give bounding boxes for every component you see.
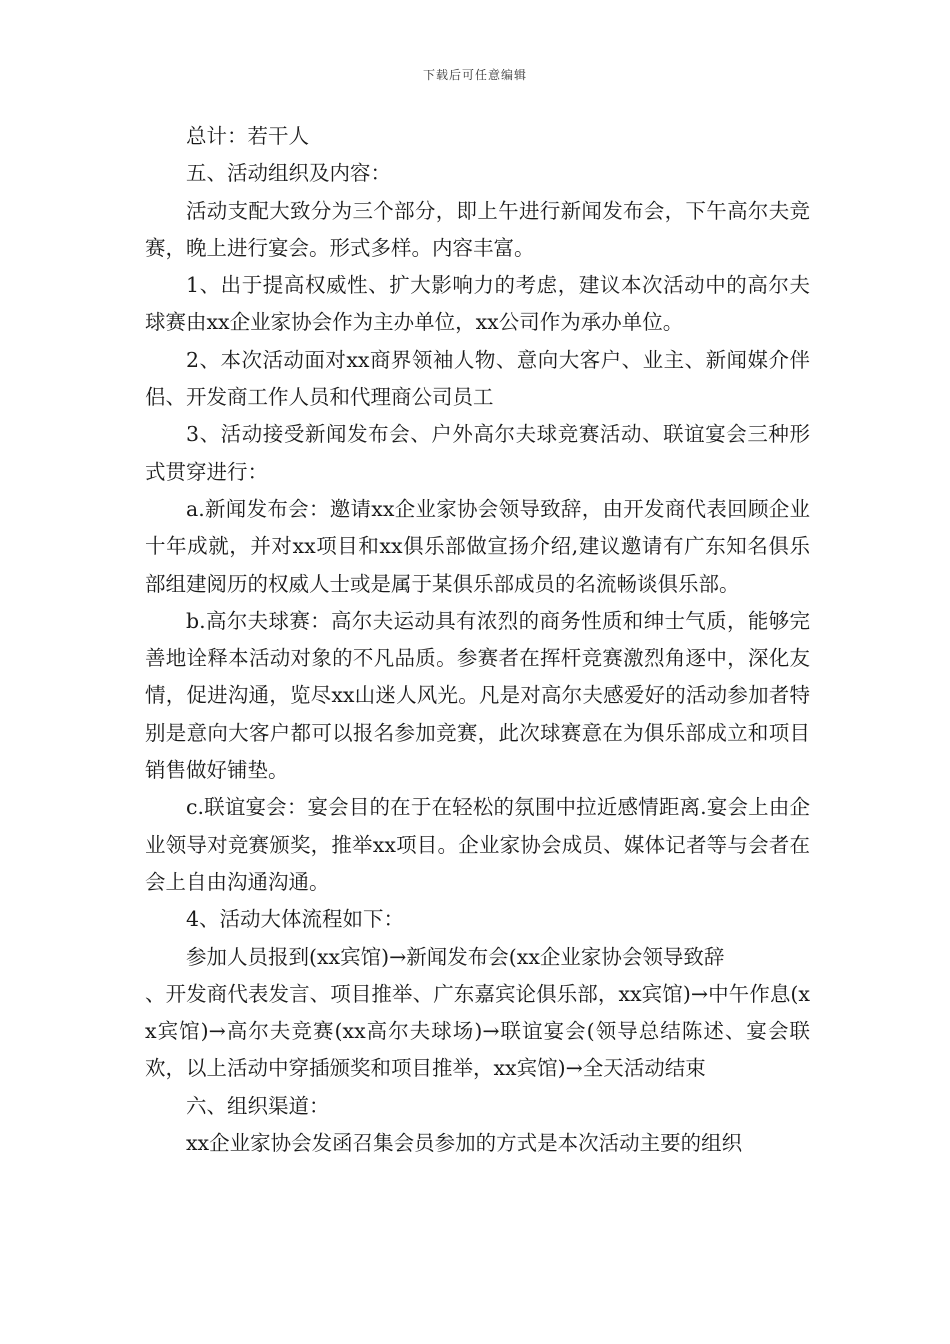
- paragraph-item-3b: b.高尔夫球赛：高尔夫运动具有浓烈的商务性质和绅士气质，能够完善地诠释本活动对象的不凡品质。参赛者在挥杆竞赛激烈角逐中，深化友情，促进沟通，览尽xx山迷人风光。凡是对高尔夫感爱好的活动参加者特别是意向大客户都可以报名参加竞赛，此次球赛意在为俱乐部成立和项目销售做好铺垫。: [145, 608, 810, 783]
- paragraph-item-1: 1、出于提高权威性、扩大影响力的考虑，建议本次活动中的高尔夫球赛由xx企业家协会作为主办单位，xx公司作为承办单位。: [145, 273, 810, 335]
- paragraph-intro: 活动支配大致分为三个部分，即上午进行新闻发布会，下午高尔夫竞赛，晚上进行宴会。形式多样。内容丰富。: [145, 198, 810, 260]
- paragraph-channel: xx企业家协会发函召集会员参加的方式是本次活动主要的组织: [186, 1131, 743, 1156]
- paragraph-flow-line-2: 、开发商代表发言、项目推举、广东嘉宾论俱乐部，xx宾馆)→中午作息(xx宾馆)→高尔夫竞赛(xx高尔夫球场)→联谊宴会(领导总结陈述、宴会联欢，以上活动中穿插颁奖和项目推举，xx宾馆)→全天活动结束: [145, 981, 810, 1081]
- paragraph-flow-line-1: 参加人员报到(xx宾馆)→新闻发布会(xx企业家协会领导致辞: [186, 944, 725, 969]
- paragraph-item-3a: a.新闻发布会：邀请xx企业家协会领导致辞，由开发商代表回顾企业十年成就，并对xx项目和xx俱乐部做宣扬介绍,建议邀请有广东知名俱乐部组建阅历的权威人士或是属于某俱乐部成员的名流畅谈俱乐部。: [145, 496, 810, 596]
- paragraph-item-2: 2、本次活动面对xx商界领袖人物、意向大客户、业主、新闻媒介伴侣、开发商工作人员和代理商公司员工: [145, 347, 810, 410]
- section-heading-6: 六、组织渠道：: [186, 1093, 330, 1118]
- document-body: [145, 118, 810, 1162]
- page-header-note: 下载后可任意编辑: [422, 68, 527, 82]
- paragraph-item-4: 4、活动大体流程如下：: [186, 907, 405, 932]
- paragraph-total: 总计：若干人: [186, 124, 309, 148]
- paragraph-item-3: 3、活动接受新闻发布会、户外高尔夫球竞赛活动、联谊宴会三种形式贯穿进行：: [145, 422, 810, 484]
- paragraph-item-3c: c.联谊宴会：宴会目的在于在轻松的氛围中拉近感情距离.宴会上由企业领导对竞赛颁奖，推举xx项目。企业家协会成员、媒体记者等与会者在会上自由沟通沟通。: [145, 795, 810, 894]
- section-heading-5: 五、活动组织及内容：: [186, 161, 391, 186]
